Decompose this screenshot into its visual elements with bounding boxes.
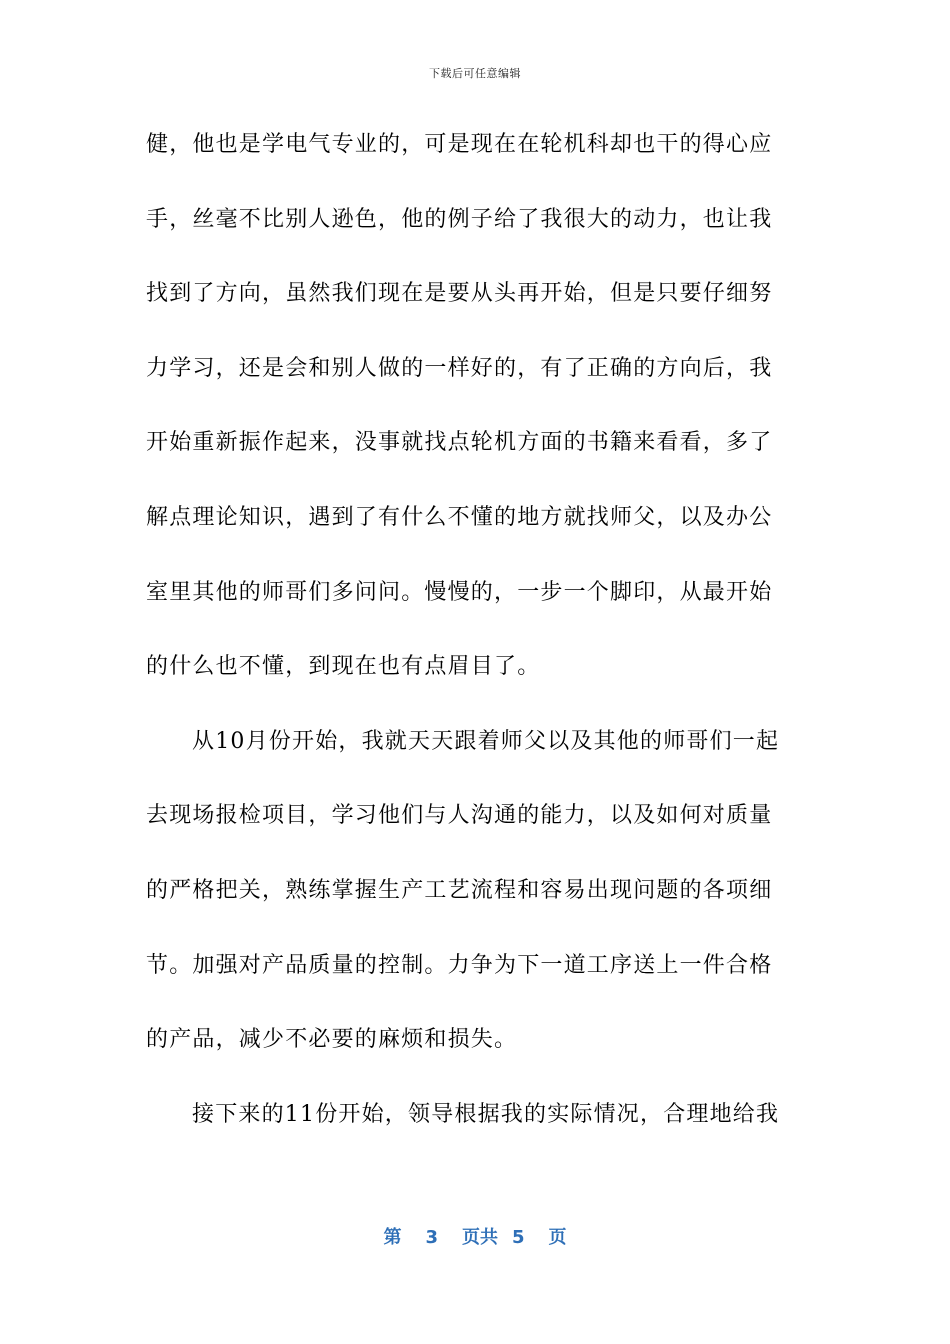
page-header: 下载后可任意编辑 — [429, 67, 521, 80]
text-line: 开始重新振作起来，没事就找点轮机方面的书籍来看看，多了 — [146, 430, 773, 456]
text-line: 手，丝毫不比别人逊色，他的例子给了我很大的动力，也让我 — [146, 206, 773, 232]
text-line: 解点理论知识，遇到了有什么不懂的地方就找师父，以及办公 — [146, 504, 773, 530]
paragraph-first-line: 从10月份开始，我就天天跟着师父以及其他的师哥们一起 — [192, 728, 780, 754]
text-line: 找到了方向，虽然我们现在是要从头再开始，但是只要仔细努 — [146, 281, 773, 307]
text-line: 的严格把关，熟练掌握生产工艺流程和容易出现问题的各项细 — [146, 877, 773, 903]
document-body — [146, 122, 802, 1166]
paragraph-first-line: 接下来的11份开始，领导根据我的实际情况，合理地给我 — [192, 1101, 780, 1127]
text-line: 节。加强对产品质量的控制。力争为下一道工序送上一件合格 — [146, 952, 773, 978]
footer-middle: 页共 — [462, 1227, 498, 1248]
text-line: 去现场报检项目，学习他们与人沟通的能力，以及如何对质量 — [146, 803, 773, 829]
text-line: 的产品，减少不必要的麻烦和损失。 — [146, 1027, 518, 1053]
total-pages-number: 5 — [512, 1227, 525, 1248]
text-line: 的什么也不懂，到现在也有点眉目了。 — [146, 654, 541, 680]
footer-prefix: 第 — [383, 1227, 402, 1248]
text-line: 室里其他的师哥们多问问。慢慢的，一步一个脚印，从最开始 — [146, 579, 773, 605]
footer-suffix: 页 — [548, 1227, 567, 1248]
text-line: 健，他也是学电气专业的，可是现在在轮机科却也干的得心应 — [146, 132, 773, 157]
text-line: 力学习，还是会和别人做的一样好的，有了正确的方向后，我 — [146, 355, 773, 381]
current-page-number: 3 — [425, 1227, 438, 1248]
page-footer — [0, 1224, 950, 1252]
